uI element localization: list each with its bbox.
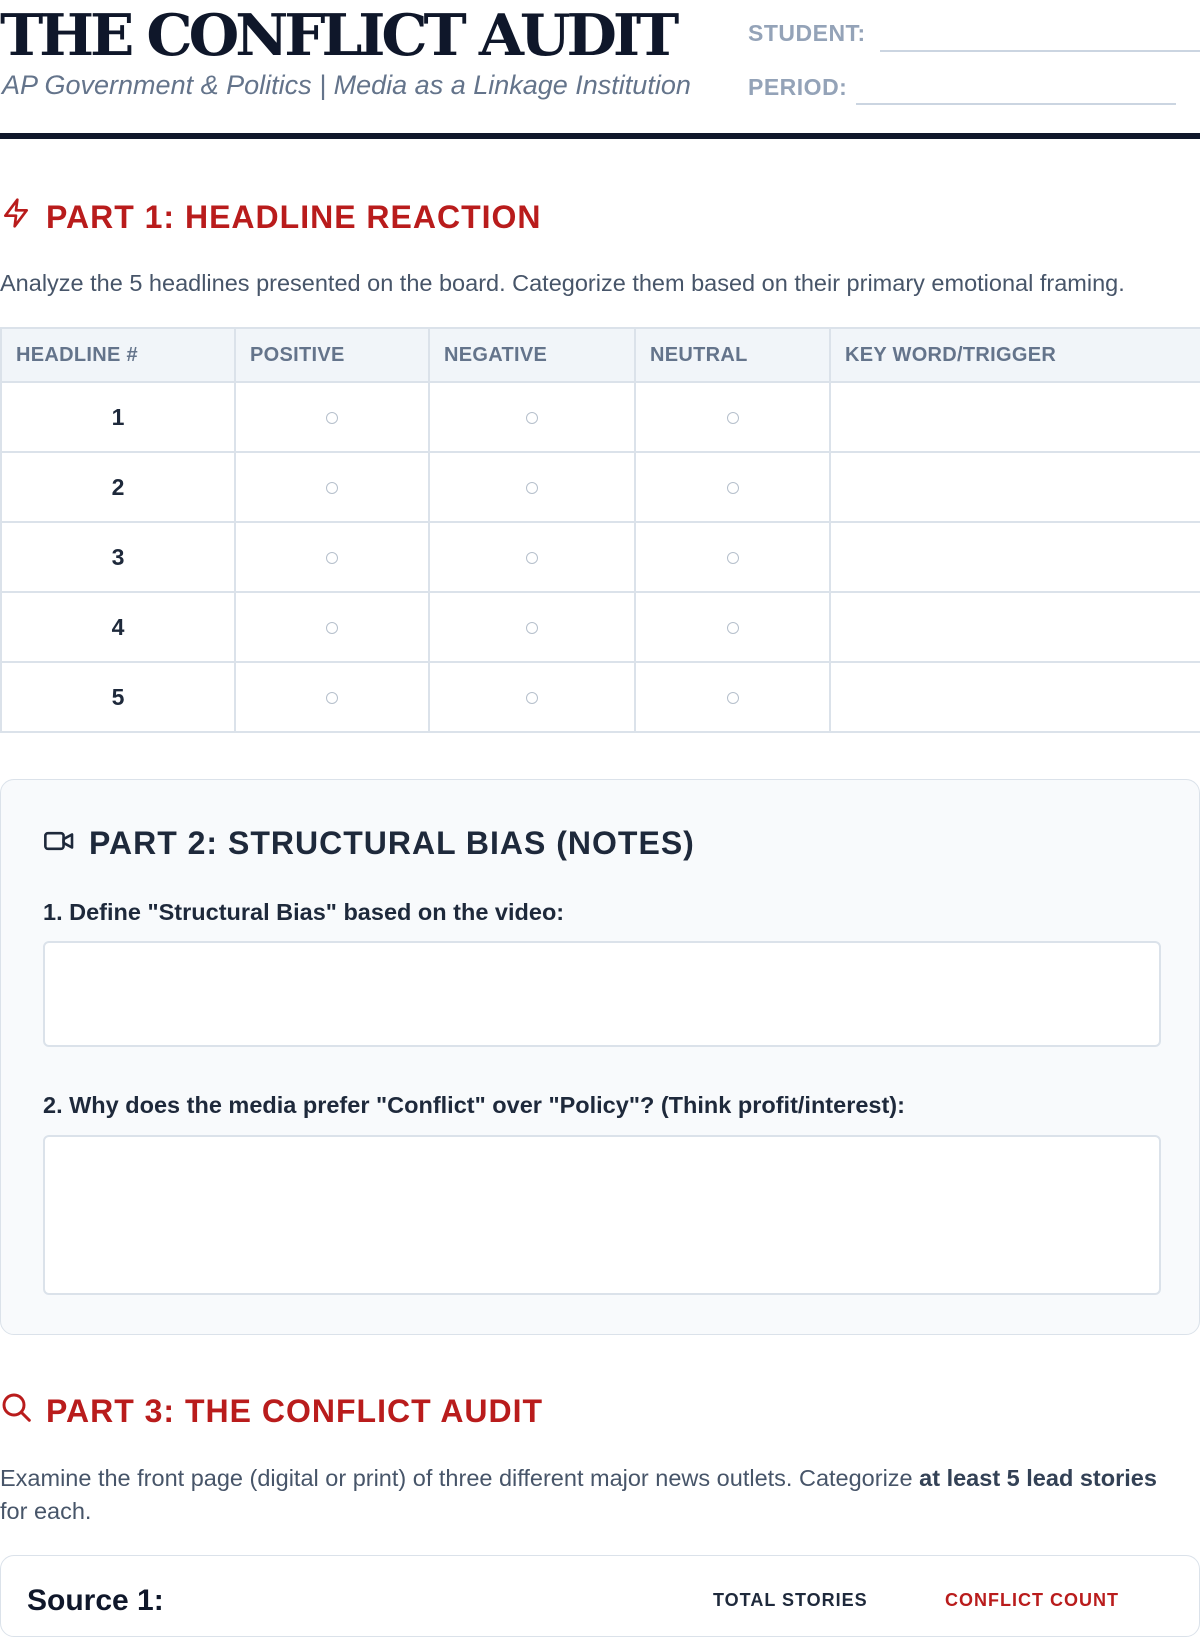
- period-label: PERIOD:: [748, 74, 848, 100]
- part2-card: [0, 779, 1200, 1335]
- course-subtitle: AP Government & Politics | Media as a Linkage Institution: [2, 70, 691, 100]
- part1-heading: [0, 196, 542, 238]
- neutral-radio[interactable]: [727, 482, 739, 494]
- video-camera-icon: [43, 825, 89, 862]
- keyword-cell[interactable]: [830, 522, 1200, 592]
- conflict-count-label: CONFLICT COUNT: [945, 1590, 1119, 1610]
- neutral-radio[interactable]: [727, 692, 739, 704]
- headline-number: 1: [1, 382, 235, 452]
- part1-instructions: Analyze the 5 headlines presented on the board. Categorize them based on their primary emotional framing.: [0, 270, 1125, 296]
- total-stories-label: TOTAL STORIES: [713, 1590, 868, 1610]
- lightning-icon: [0, 196, 46, 238]
- positive-radio[interactable]: [326, 412, 338, 424]
- question-2-label: 2. Why does the media prefer "Conflict" over "Policy"? (Think profit/interest):: [43, 1092, 905, 1118]
- column-header: KEY WORD/TRIGGER: [830, 328, 1200, 382]
- worksheet-title: THE CONFLICT AUDIT: [0, 2, 676, 69]
- column-header: NEGATIVE: [429, 328, 635, 382]
- table-row: [1, 592, 1200, 662]
- student-name-line[interactable]: [880, 50, 1200, 52]
- keyword-cell[interactable]: [830, 452, 1200, 522]
- positive-radio[interactable]: [326, 482, 338, 494]
- column-header: HEADLINE #: [1, 328, 235, 382]
- question-1-label: 1. Define "Structural Bias" based on the video:: [43, 899, 565, 925]
- header-divider: [0, 133, 1200, 139]
- part3-heading-text: PART 3: THE CONFLICT AUDIT: [46, 1392, 544, 1429]
- negative-radio[interactable]: [526, 692, 538, 704]
- part1-heading-text: PART 1: HEADLINE REACTION: [46, 198, 542, 235]
- part3-instructions: [0, 1462, 1160, 1528]
- positive-radio[interactable]: [326, 622, 338, 634]
- headline-number: 5: [1, 662, 235, 732]
- headline-number: 4: [1, 592, 235, 662]
- period-line[interactable]: [856, 103, 1176, 105]
- question-2-answer-box[interactable]: [43, 1135, 1161, 1295]
- column-header: POSITIVE: [235, 328, 429, 382]
- table-header-row: [1, 328, 1200, 382]
- table-row: [1, 662, 1200, 732]
- student-label: STUDENT:: [748, 20, 866, 46]
- search-icon: [0, 1391, 46, 1431]
- headline-number: 2: [1, 452, 235, 522]
- keyword-cell[interactable]: [830, 662, 1200, 732]
- table-row: [1, 382, 1200, 452]
- headline-number: 3: [1, 522, 235, 592]
- source-title: Source 1:: [27, 1584, 164, 1617]
- instructions-text: Examine the front page (digital or print) of three different major news outlets. Categorize: [0, 1465, 920, 1491]
- negative-radio[interactable]: [526, 552, 538, 564]
- negative-radio[interactable]: [526, 412, 538, 424]
- negative-radio[interactable]: [526, 482, 538, 494]
- part3-heading: [0, 1391, 543, 1431]
- keyword-cell[interactable]: [830, 592, 1200, 662]
- positive-radio[interactable]: [326, 692, 338, 704]
- table-row: [1, 452, 1200, 522]
- source-card: [0, 1555, 1200, 1637]
- table-row: [1, 522, 1200, 592]
- negative-radio[interactable]: [526, 622, 538, 634]
- instructions-text-end: for each.: [0, 1498, 92, 1524]
- question-1-answer-box[interactable]: [43, 941, 1161, 1047]
- headline-table: [0, 327, 1200, 733]
- neutral-radio[interactable]: [727, 412, 739, 424]
- keyword-cell[interactable]: [830, 382, 1200, 452]
- instructions-emphasis: at least 5 lead stories: [919, 1465, 1157, 1491]
- neutral-radio[interactable]: [727, 552, 739, 564]
- column-header: NEUTRAL: [635, 328, 830, 382]
- neutral-radio[interactable]: [727, 622, 739, 634]
- positive-radio[interactable]: [326, 552, 338, 564]
- part2-heading-text: PART 2: STRUCTURAL BIAS (NOTES): [89, 825, 695, 861]
- part2-heading: [43, 825, 695, 862]
